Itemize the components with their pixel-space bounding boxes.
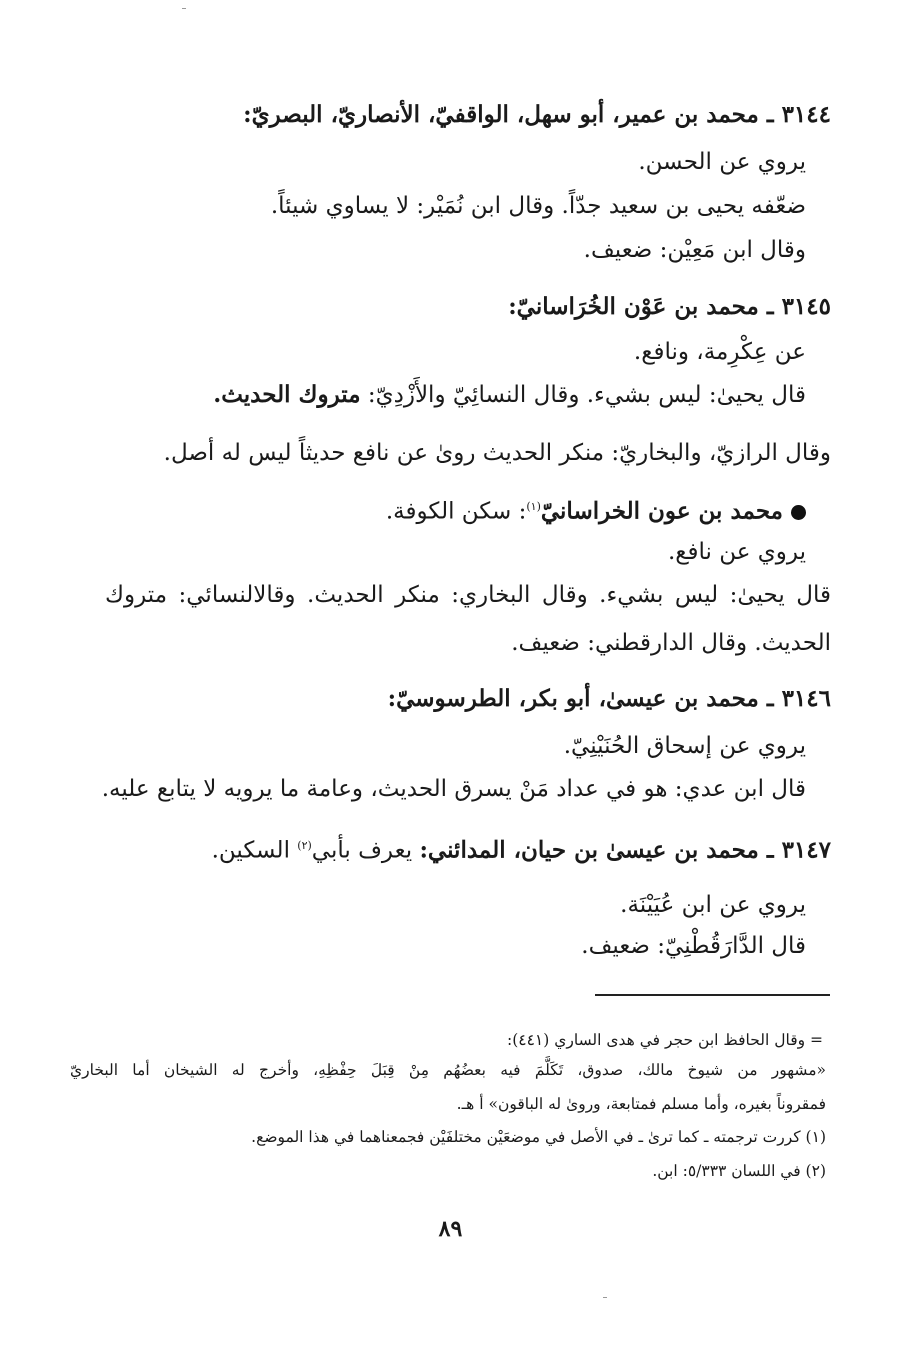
footnote-separator <box>595 994 830 996</box>
page-number: ٨٩ <box>438 1216 463 1242</box>
footnote-continuation: = وقال الحافظ ابن حجر في هدى الساري (٤٤١): <box>507 1031 823 1049</box>
entry-3145-line-2-bold: متروك الحديث. <box>213 381 361 408</box>
entry-3147-line-1: يروي عن ابن عُيَيْنَة. <box>620 892 806 918</box>
entry-3145-line-2 <box>70 378 806 412</box>
entry-3145-line-1: عن عِكْرِمة، ونافع. <box>633 339 806 365</box>
entry-3147-heading-end: السكين. <box>211 837 298 864</box>
entry-3144-line-3: وقال ابن مَعِيْن: ضعيف. <box>583 237 806 263</box>
footnote-mark-1: (١) <box>526 500 541 513</box>
entry-3147-line-2: قال الدَّارَقُطْنِيّ: ضعيف. <box>581 933 806 959</box>
entry-3147-heading <box>211 829 831 868</box>
footnote-mark-2: (٢) <box>297 839 312 852</box>
entry-3144-line-2: ضعّفه يحيى بن سعيد جدّاً. وقال ابن نُمَيْر: لا يساوي شيئاً. <box>270 193 806 219</box>
scan-speck <box>182 8 186 9</box>
entry-3145-line-2-text: قال يحيىٰ: ليس بشيء. وقال النسائِيّ والأَزْدِيّ: <box>360 382 806 408</box>
footnote-quote-line-2: فمقروناً بغيره، وأما مسلم فمتابعة، وروىٰ له الباقون» أ هـ. <box>456 1095 826 1113</box>
entry-3144-heading: ٣١٤٤ ـ محمد بن عمير، أبو سهل، الواقفيّ، الأنصاريّ، البصريّ: <box>243 101 831 128</box>
scan-speck <box>603 1297 607 1298</box>
entry-3145-line-7: الحديث. وقال الدارقطني: ضعيف. <box>511 630 831 656</box>
footnote-2: (٢) في اللسان ٥/٣٣٣: ابن. <box>652 1162 826 1180</box>
footnote-1: (١) كررت ترجمته ـ كما ترىٰ ـ في الأصل في موضعَيْن مختلفَيْن فجمعناهما في هذا الموضع. <box>251 1128 826 1146</box>
entry-3145-heading: ٣١٤٥ ـ محمد بن عَوْن الخُرَاسانيّ: <box>508 293 831 320</box>
bullet-icon <box>791 505 806 520</box>
entry-3146-line-1: يروي عن إسحاق الحُنَيْنِيّ. <box>563 733 806 759</box>
entry-3145-line-5: يروي عن نافع. <box>667 539 806 565</box>
footnote-quote-line-1: «مشهور من شيوخ مالك، صدوق، تَكَلَّمَ فيه بعضُهُم مِنْ قِبَلَ حِفْظِهِ، وأخرج له الشيخان أما البخاريّ <box>70 1061 826 1079</box>
entry-3145-bullet-line <box>70 490 806 529</box>
entry-3147-heading-bold: ٣١٤٧ ـ محمد بن عيسىٰ بن حيان، المدائني: <box>419 836 831 864</box>
entry-3145-line-6: قال يحيىٰ: ليس بشيء. وقال البخاري: منكر الحديث. وقالالنسائي: متروك <box>105 582 831 608</box>
entry-3146-heading: ٣١٤٦ ـ محمد بن عيسىٰ، أبو بكر، الطرسوسيّ: <box>387 685 831 712</box>
entry-3145-line-3: وقال الرازيّ، والبخاريّ: منكر الحديث روىٰ عن نافع حديثاً ليس له أصل. <box>163 440 831 466</box>
entry-3144-line-1: يروي عن الحسن. <box>638 149 806 175</box>
entry-3147-heading-rest: يعرف بأبي <box>311 837 420 864</box>
bullet-rest: : سكن الكوفة. <box>385 498 527 525</box>
bullet-name: محمد بن عون الخراسانيّ <box>540 497 783 525</box>
entry-3146-line-2: قال ابن عدي: هو في عداد مَنْ يسرق الحديث، وعامة ما يرويه لا يتابع عليه. <box>101 776 806 802</box>
